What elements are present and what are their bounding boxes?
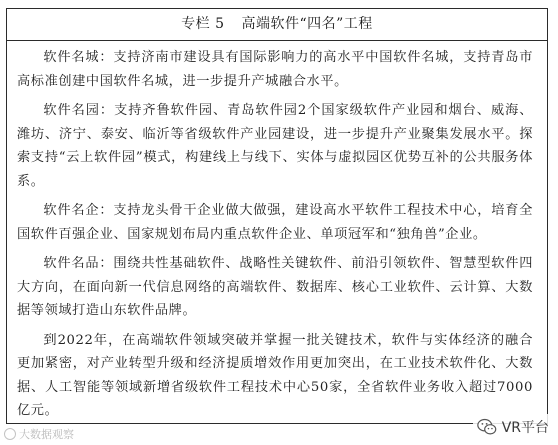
- paragraph-software-city: [17, 46, 533, 93]
- paragraph-lead: 软件名企：: [43, 203, 114, 218]
- watermark-left: [4, 426, 74, 442]
- column-title-bar: [7, 9, 547, 41]
- paragraph-text: 支持齐鲁软件园、青岛软件园2个国家级软件产业园和烟台、威海、潍坊、济宁、泰安、临沂等省级软件产业园建设，进一步提升产业聚集发展水平。探索支持“云上软件园”模式，构建线上与线下、实体与虚拟园区优势互补的公共服务体系。: [17, 103, 534, 189]
- paragraph-text: 围绕共性基础软件、战略性关键软件、前沿引领软件、智慧型软件四大方向，在面向新一代信息网络的高端软件、数据库、核心工业软件、云计算、大数据等领域打造山东软件品牌。: [17, 256, 534, 318]
- paragraph-2022-goals: [17, 329, 533, 423]
- feature-column-box: [6, 8, 548, 424]
- paragraph-text: 到2022年，在高端软件领域突破并掌握一批关键技术，软件与实体经济的融合更加紧密，对产业转型升级和经济提质增效作用更加突出，在工业技术软件化、大数据、人工智能等领域新增省级软件工程技术中心50家，全省软件业务收入超过7000亿元。: [17, 332, 533, 418]
- column-title: 高端软件“四名”工程: [241, 16, 373, 32]
- paragraph-software-enterprise: [17, 199, 533, 246]
- watermark-right-text: VR平台: [501, 420, 549, 436]
- paragraph-software-park: [17, 99, 533, 193]
- paragraph-lead: 软件名园：: [43, 103, 115, 118]
- watermark-logo-icon: [4, 428, 16, 440]
- paragraph-text: 支持济南市建设具有国际影响力的高水平中国软件名城，支持青岛市高标准创建中国软件名城，进一步提升产城融合水平。: [17, 50, 534, 89]
- wechat-icon: [476, 416, 498, 438]
- paragraph-software-product: [17, 252, 533, 323]
- column-label: 专栏 5: [181, 16, 225, 32]
- paragraph-lead: 软件名品：: [43, 256, 114, 271]
- column-content: [7, 41, 547, 423]
- watermark-left-text: 大数据观察: [19, 428, 74, 441]
- paragraph-text: 支持龙头骨干企业做大做强，建设高水平软件工程技术中心，培育全国软件百强企业、国家规划布局内重点软件企业、单项冠军和“独角兽”企业。: [17, 203, 534, 242]
- watermark-right: [473, 414, 552, 440]
- paragraph-lead: 软件名城：: [43, 50, 114, 65]
